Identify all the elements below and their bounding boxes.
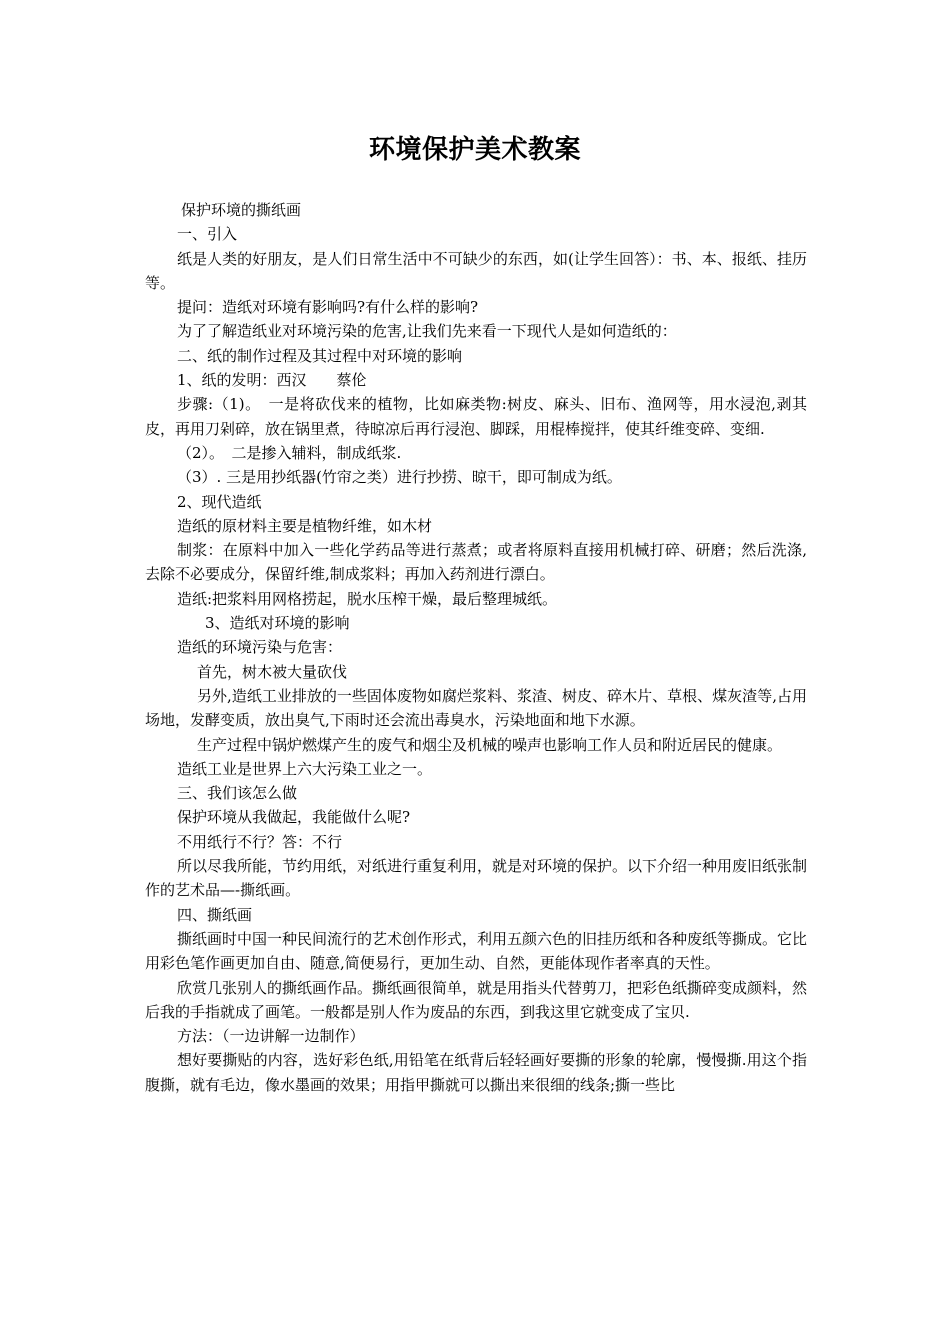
section-heading-torn-paper: 四、撕纸画 (177, 905, 253, 924)
document-body (145, 198, 807, 1097)
body-paragraph: 3、造纸对环境的影响 (205, 614, 350, 633)
section-heading-intro: 一、引入 (177, 225, 238, 244)
body-paragraph: 首先，树木被大量砍伐 (197, 662, 348, 681)
body-paragraph: 造纸的原材料主要是植物纤维，如木材 (177, 516, 433, 535)
section-heading-process: 二、纸的制作过程及其过程中对环境的影响 (177, 346, 463, 365)
body-paragraph: （3）. 三是用抄纸器(竹帘之类）进行抄捞、晾干，即可制成为纸。 (177, 468, 622, 487)
body-paragraph: 方法：（一边讲解一边制作） (177, 1027, 365, 1046)
subtitle-paragraph: 保护环境的撕纸画 (181, 201, 302, 219)
body-paragraph: 提问：造纸对环境有影响吗?有什么样的影响? (177, 298, 479, 317)
body-paragraph: 不用纸行不行？答：不行 (177, 832, 343, 851)
body-paragraph: 想好要撕贴的内容，选好彩色纸,用铅笔在纸背后轻轻画好要撕的形象的轮廓，慢慢撕.用这个指腹撕，就有毛边，像水墨画的效果；用指甲撕就可以撕出来很细的线条;撕一些比 (145, 1051, 807, 1094)
body-paragraph: 造纸的环境污染与危害： (177, 638, 343, 657)
body-paragraph: 所以尽我所能，节约用纸，对纸进行重复利用，就是对环境的保护。以下介绍一种用废旧纸张制作的艺术品—-撕纸画。 (145, 857, 808, 900)
section-heading-action: 三、我们该怎么做 (177, 784, 298, 803)
body-paragraph: 撕纸画时中国一种民间流行的艺术创作形式，利用五颜六色的旧挂历纸和各种废纸等撕成。它比用彩色笔作画更加自由、随意,简便易行，更加生动、自然，更能体现作者率真的天性。 (145, 929, 808, 973)
body-paragraph: 制浆：在原料中加入一些化学药品等进行蒸煮；或者将原料直接用机械打碎、研磨；然后洗涤,去除不必要成分，保留纤维,制成浆料；再加入药剂进行漂白。 (145, 541, 807, 584)
body-paragraph: （2）。 二是掺入辅料，制成纸浆. (177, 443, 402, 462)
body-paragraph: 欣赏几张别人的撕纸画作品。撕纸画很简单，就是用指头代替剪刀，把彩色纸撕碎变成颜料，然后我的手指就成了画笔。一般都是别人作为废品的东西，到我这里它就变成了宝贝. (145, 978, 808, 1021)
body-paragraph: 造纸:把浆料用网格捞起，脱水压榨干燥，最后整理城纸。 (177, 589, 558, 608)
body-paragraph: 生产过程中锅炉燃煤产生的废气和烟尘及机械的噪声也影响工作人员和附近居民的健康。 (197, 735, 783, 754)
body-paragraph: 另外,造纸工业排放的一些固体废物如腐烂浆料、浆渣、树皮、碎木片、草根、煤灰渣等,占用场地，发酵变质，放出臭气,下雨时还会流出毒臭水，污染地面和地下水源。 (145, 686, 807, 730)
body-paragraph: 步骤:（1)。 一是将砍伐来的植物，比如麻类物:树皮、麻头、旧布、渔网等，用水浸泡,剥其皮，再用刀剁碎，放在锅里煮，待晾凉后再行浸泡、脚踩，用棍棒搅拌，使其纤维变碎、变细. (145, 395, 807, 438)
body-paragraph: 为了了解造纸业对环境污染的危害,让我们先来看一下现代人是如何造纸的： (177, 322, 677, 341)
body-paragraph: 纸是人类的好朋友，是人们日常生活中不可缺少的东西，如(让学生回答）：书、本、报纸、挂历等。 (145, 249, 807, 292)
document-title: 环境保护美术教案 (368, 135, 581, 165)
body-paragraph: 1、纸的发明：西汉 蔡伦 (177, 371, 367, 390)
body-paragraph: 造纸工业是世界上六大污染工业之一。 (177, 759, 433, 778)
body-paragraph: 2、现代造纸 (177, 492, 262, 511)
body-paragraph: 保护环境从我做起，我能做什么呢? (177, 808, 411, 827)
